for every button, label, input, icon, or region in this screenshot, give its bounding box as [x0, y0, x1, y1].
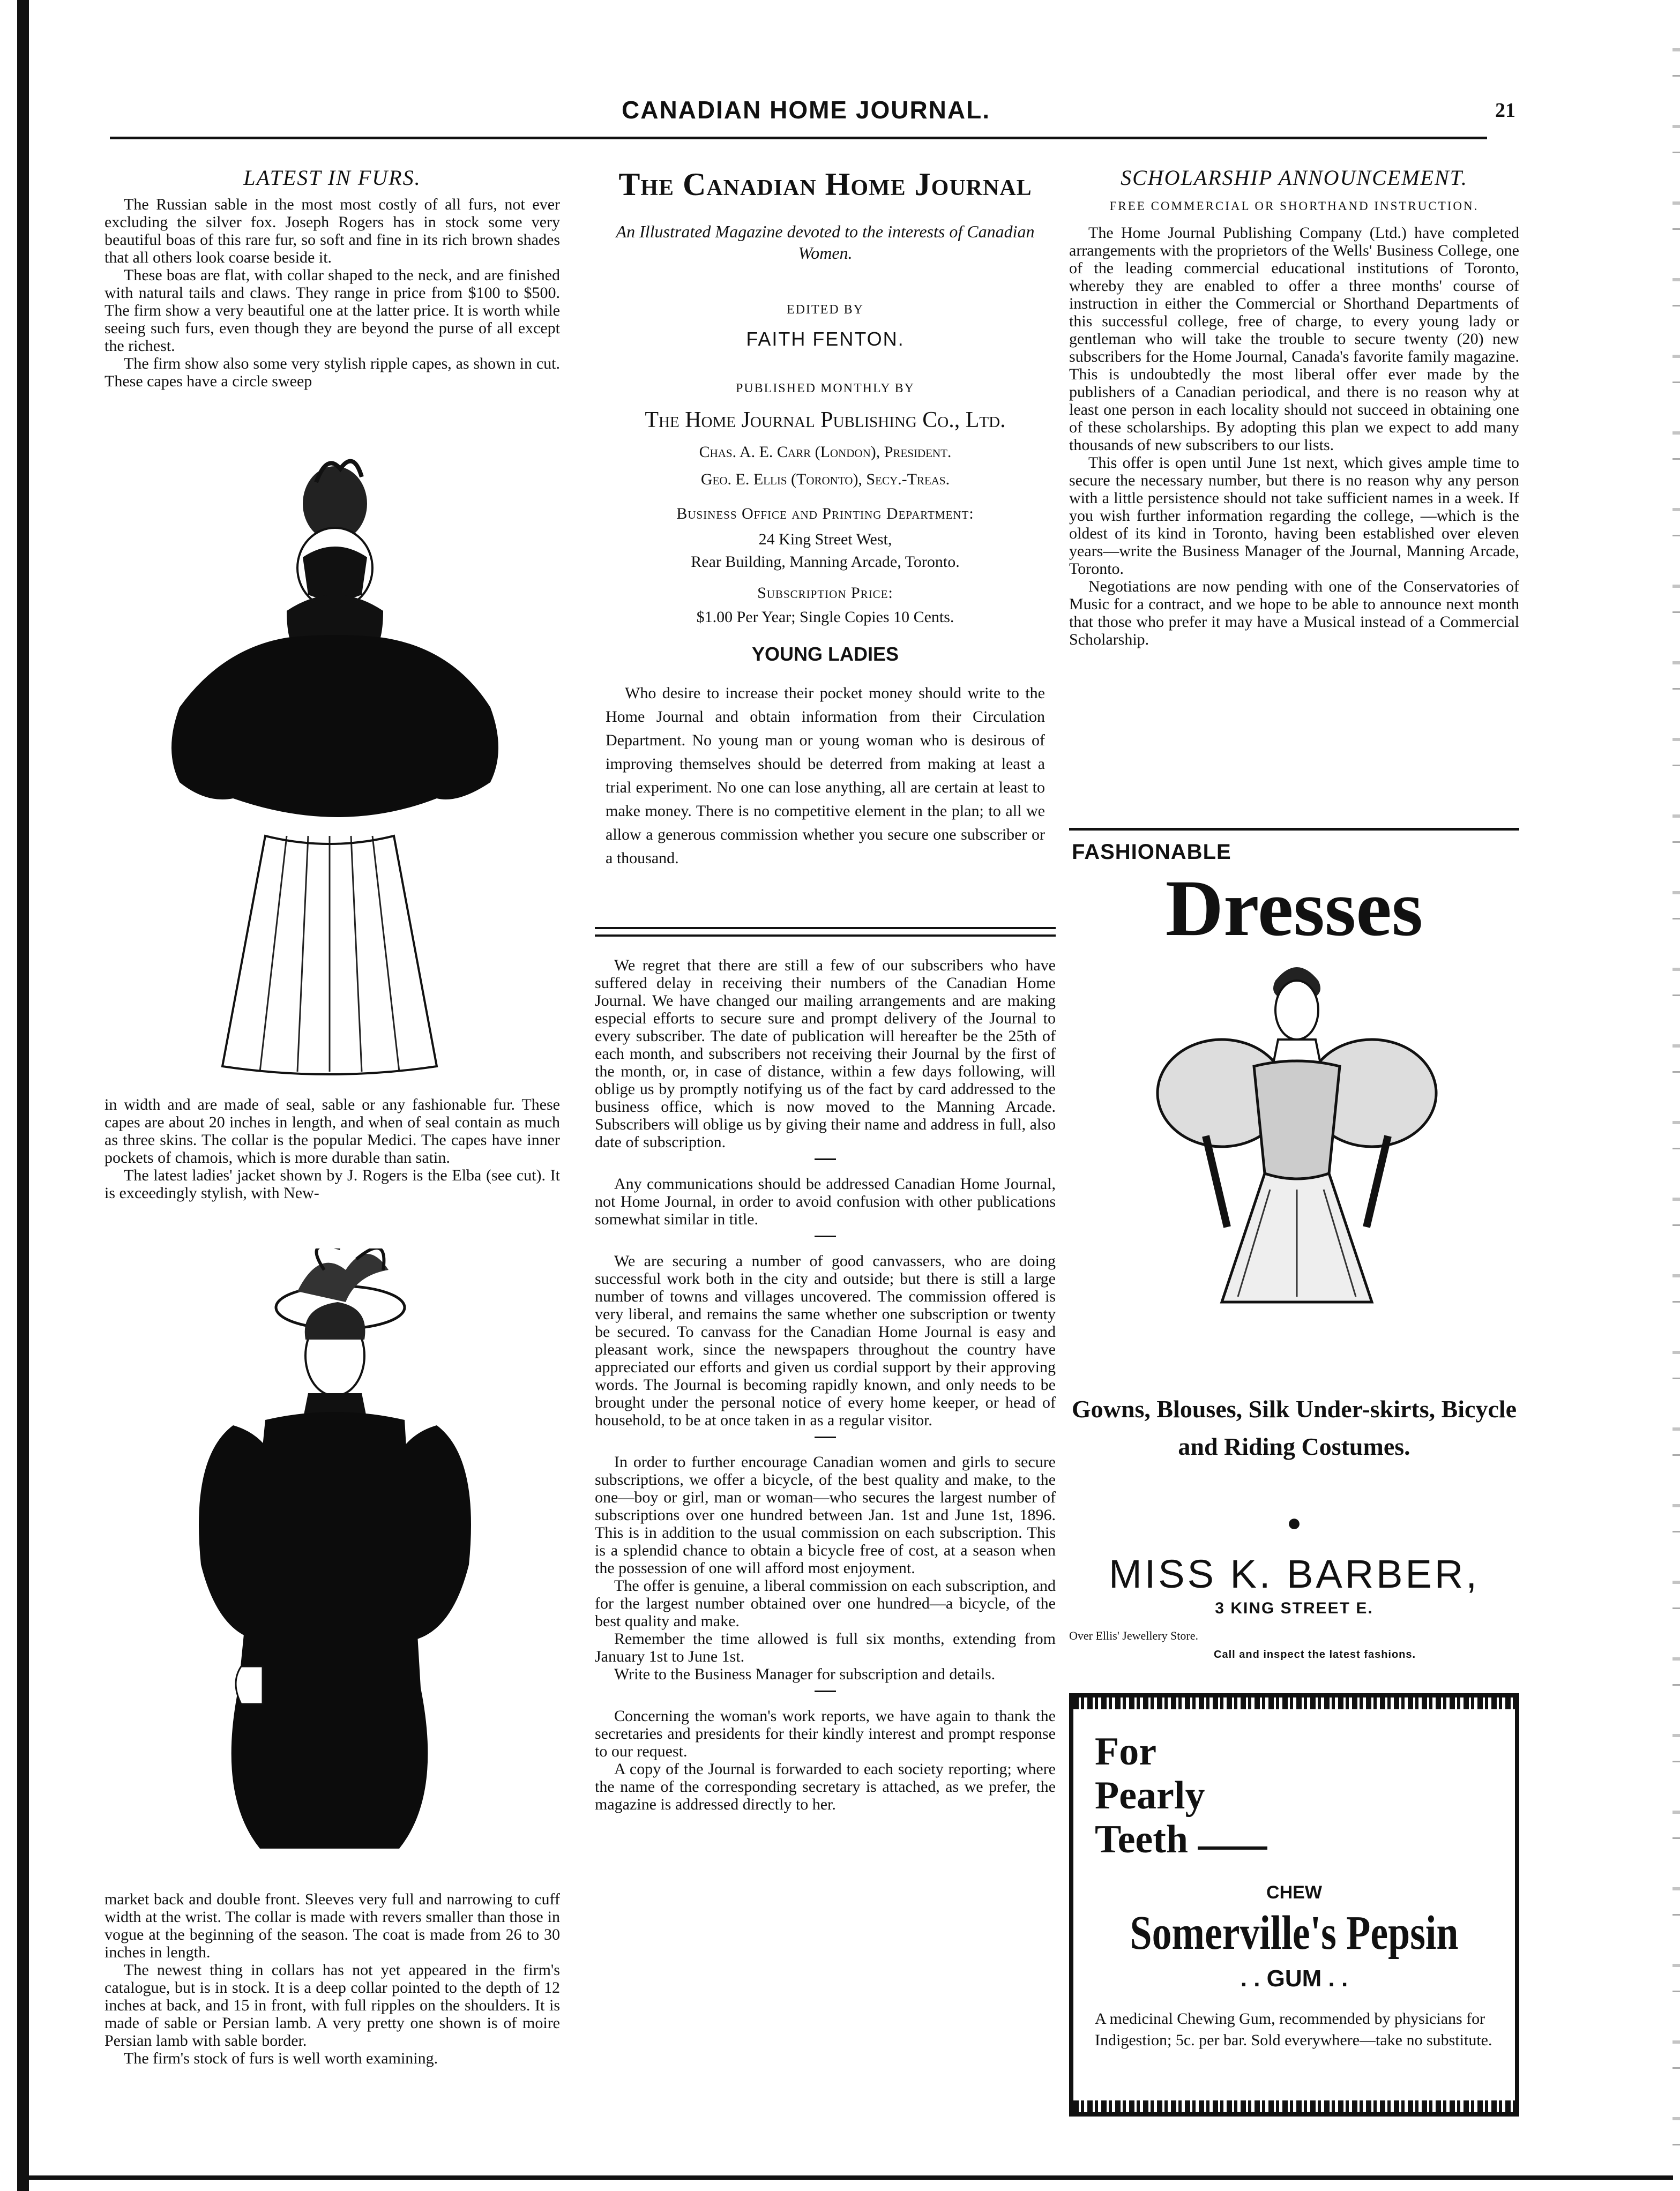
scholarship-subtitle: FREE COMMERCIAL OR SHORTHAND INSTRUCTION. — [1109, 199, 1479, 213]
address-line-1: 24 King Street West, — [758, 530, 892, 548]
rule-1 — [595, 927, 1056, 929]
left-binding-edge — [17, 0, 29, 2191]
price-heading: Subscription Price: — [757, 584, 893, 602]
gum-ad-slogan — [1095, 1730, 1267, 1861]
furs-bottom-text — [104, 1890, 560, 2067]
masthead-title: The Canadian Home Journal — [618, 167, 1032, 202]
dress-ad-kicker: FASHIONABLE — [1072, 840, 1231, 864]
bottom-scan-edge — [17, 2175, 1673, 2180]
notices-column — [595, 956, 1056, 1813]
address-line-2: Rear Building, Manning Arcade, Toronto. — [691, 553, 960, 571]
dress-ad-call: Call and inspect the latest fashions. — [1214, 1649, 1416, 1661]
separator-dash — [815, 1158, 836, 1160]
young-ladies-heading: YOUNG LADIES — [751, 643, 899, 665]
furs-paragraph: The firm's stock of furs is well worth examining. — [124, 2050, 438, 2067]
price-line: $1.00 Per Year; Single Copies 10 Cents. — [696, 608, 954, 626]
president-line: Chas. A. E. Carr (London), President. — [699, 443, 952, 461]
scholarship-paragraph: This offer is open until June 1st next, which gives ample time to secure the necessary number, but there is no reason why any person with a little persistence should not take sufficient names in a week. If you wish further information regarding the college, —which is the oldest of its kind in Toronto, having been established over eleven years—write the Business Manager of the Journal, Manning Arcade, Toronto. — [1069, 454, 1519, 578]
notice-paragraph: We regret that there are still a few of our subscribers who have suffered delay in receiving their numbers of the Canadian Home Journal. We have changed our mailing arrangements and are making especial efforts to secure sure and prompt delivery of the Journal to every subscriber. The date of publication will hereafter be the 25th of each month, and subscribers not receiving their Journal by the first of the month, or, in case of distance, within a few days following, will oblige us by promptly notifying us of the fact by card addressed to the business office, which is now moved to the Manning Arcade. Subscribers will oblige us by giving their name and address in full, also date of subscription. — [595, 956, 1056, 1151]
dress-ad-headline: Dresses — [1165, 864, 1423, 953]
furs-title: LATEST IN FURS. — [243, 166, 421, 190]
furs-paragraph: These boas are flat, with collar shaped to the neck, and are finished with natural tails and claws. They range in price from $100 to $500. The firm show a very beautiful one at the latter price. It is worth while seeing such furs, even though they are beyond the purse of all except the richest. — [104, 266, 560, 355]
notice-paragraph: Concerning the woman's work reports, we have again to thank the secretaries and presidents for their kindly interest and prompt response to our request. — [595, 1707, 1056, 1760]
header-rule — [110, 137, 1487, 139]
dress-ad-over: Over Ellis' Jewellery Store. — [1069, 1629, 1199, 1642]
scholarship-paragraph: Negotiations are now pending with one of the Conservatories of Music for a contract, and we hope to be able to announce next month that those who prefer it may have a Musical instead of a Commercial Scholarship. — [1069, 578, 1519, 648]
ripple-cape-illustration — [104, 450, 560, 1093]
gum-ad-line-1: For — [1095, 1730, 1157, 1774]
separator-dash — [815, 1236, 836, 1237]
notice-paragraph: We are securing a number of good canvassers, who are doing successful work both in the city and outside; but there is still a large number of towns and villages uncovered. The commission offered is very liberal, and remains the same whether one subscription or twenty be secured. To canvass for the Canadian Home Journal is easy and pleasant work, since the newspapers throughout the country have appreciated our efforts and given us cordial support by their approving words. The Journal is becoming rapidly known, and only needs to be brought under the personal notice of every home keeper, or head of household, to be at once taken in as a regular visitor. — [595, 1252, 1056, 1429]
notice-paragraph: Any communications should be addressed Canadian Home Journal, not Home Journal, in order to avoid confusion with other publications somewhat similar in title. — [595, 1175, 1056, 1228]
young-ladies-paragraph: Who desire to increase their pocket money should write to the Home Journal and obtain information from their Circulation Department. No young man or young woman who is desirous of improving themselves should be deterred from making at least a trial experiment. No one can lose anything, all are certain at least to make money. There is no competitive element in the plan; to all we allow a generous commission whether you secure one subscriber or a thousand. — [606, 684, 1045, 867]
gum-ad-chew: CHEW — [1266, 1882, 1322, 1903]
notice-paragraph: The offer is genuine, a liberal commission on each subscription, and for the largest number obtained over one hundred—a bicycle, of the best quality and make. — [595, 1577, 1056, 1630]
rule-2 — [595, 934, 1056, 937]
young-ladies-text — [606, 682, 1045, 870]
dress-ad-street: 3 KING STREET E. — [1215, 1599, 1373, 1617]
gum-ad-box — [1069, 1693, 1519, 2117]
masthead-subtitle: An Illustrated Magazine devoted to the interests of Canadian Women. — [616, 222, 1035, 263]
running-title: CANADIAN HOME JOURNAL. — [622, 96, 990, 124]
furs-middle-text — [104, 1096, 560, 1202]
notice-paragraph: Remember the time allowed is full six months, extending from January 1st to June 1st. — [595, 1630, 1056, 1665]
gum-ad-bottom-border — [1073, 2100, 1515, 2112]
gum-ad-line-2: Pearly — [1095, 1774, 1205, 1818]
separator-dash — [815, 1691, 836, 1692]
furs-paragraph: market back and double front. Sleeves very full and narrowing to cuff width at the wrist. The collar is made with revers smaller than those in vogue at the beginning of the season. The coat is made from 26 to 30 inches in length. — [104, 1890, 560, 1961]
office-heading: Business Office and Printing Department: — [676, 505, 974, 522]
gum-ad-brand: Somerville's Pepsin — [1130, 1906, 1459, 1960]
gum-ad-line-3: Teeth — [1095, 1818, 1189, 1861]
furs-paragraph: in width and are made of seal, sable or any fashionable fur. These capes are about 20 inches in length, and when of seal contain as much as three skins. The collar is the popular Medici. The capes have inner pockets of chamois, which is more durable than satin. — [104, 1096, 560, 1166]
gum-ad-gum: . . GUM . . — [1240, 1965, 1348, 1992]
scholarship-rule — [1069, 828, 1519, 831]
dress-ad-items: Gowns, Blouses, Silk Under-skirts, Bicycle and Riding Costumes. — [1071, 1395, 1517, 1460]
gum-ad-description: A medicinal Chewing Gum, recommended by physicians for Indigestion; 5c. per bar. Sold everywhere—take no substitute. — [1095, 2010, 1492, 2049]
furs-paragraph: The Russian sable in the most most costly of all furs, not ever excluding the silver fox. Joseph Rogers has in stock some very beautiful boas of this rare fur, so soft and fine in its rich brown shades that all others look coarse beside it. — [104, 196, 560, 266]
gum-ad-underline — [1198, 1846, 1267, 1850]
publisher-name: The Home Journal Publishing Co., Ltd. — [645, 408, 1006, 432]
furs-paragraph: The newest thing in collars has not yet appeared in the firm's catalogue, but is in stock. It is a deep collar pointed to the depth of 12 inches at back, and 15 in front, with full ripples on the shoulders. It is made of sable or Persian lamb. A very pretty one shown is of moire Persian lamb with sable border. — [104, 1961, 560, 2050]
dress-illustration — [1141, 959, 1452, 1307]
scholarship-title: SCHOLARSHIP ANNOUNCEMENT. — [1121, 166, 1468, 190]
dress-ad-name: MISS K. BARBER, — [1109, 1552, 1480, 1596]
scholarship-text — [1069, 224, 1519, 648]
furs-top-text — [104, 196, 560, 390]
secretary-line: Geo. E. Ellis (Toronto), Secy.-Treas. — [700, 470, 950, 488]
editor-name: FAITH FENTON. — [746, 328, 905, 350]
scholarship-paragraph: The Home Journal Publishing Company (Ltd.) have completed arrangements with the proprietors of the Wells' Business College, one of the leading commercial educational institutions of Toronto, whereby they are enabled to offer a three months' course of instruction in either the Commercial or Shorthand Departments of this successful college, free of charge, to every young lady or gentleman who will take the trouble to secure twenty (20) new subscribers for the Home Journal, Canada's favorite family magazine. This is undoubtedly the most liberal offer ever made by the publishers of a Canadian periodical, and there is no reason why at least one person in each locality should not succeed in obtaining one of these scholarships. By adopting this plan we expect to add many thousands of new subscribers to our lists. — [1069, 224, 1519, 454]
page-number: 21 — [1495, 99, 1515, 122]
furs-paragraph: The firm show also some very stylish ripple capes, as shown in cut. These capes have a circle sweep — [104, 355, 560, 390]
edited-by-label: EDITED BY — [787, 303, 864, 317]
notice-paragraph: In order to further encourage Canadian women and girls to secure subscriptions, we offer a bicycle, of the best quality and make, to the one—boy or girl, man or woman—who secures the largest number of subscriptions over one hundred between Jan. 1st and June 1st, 1896. This is in addition to the usual commission on each subscription. This is a splendid chance to obtain a bicycle free of cost, at a season when the possession of one will afford most enjoyment. — [595, 1453, 1056, 1577]
right-scan-edge — [1672, 0, 1680, 2191]
furs-paragraph: The latest ladies' jacket shown by J. Rogers is the Elba (see cut). It is exceedingly stylish, with New- — [104, 1166, 560, 1202]
dress-ad-bullet: ● — [1287, 1509, 1302, 1536]
separator-dash — [815, 1437, 836, 1438]
notice-paragraph: Write to the Business Manager for subscription and details. — [614, 1665, 996, 1683]
notice-paragraph: A copy of the Journal is forwarded to each society reporting; where the name of the corresponding secretary is attached, as we prefer, the magazine is addressed directly to her. — [595, 1760, 1056, 1813]
gum-ad-top-border — [1073, 1698, 1515, 1709]
gum-ad-line-3-row — [1095, 1818, 1267, 1861]
elba-jacket-illustration — [104, 1248, 560, 1886]
published-label: PUBLISHED MONTHLY BY — [735, 382, 915, 395]
